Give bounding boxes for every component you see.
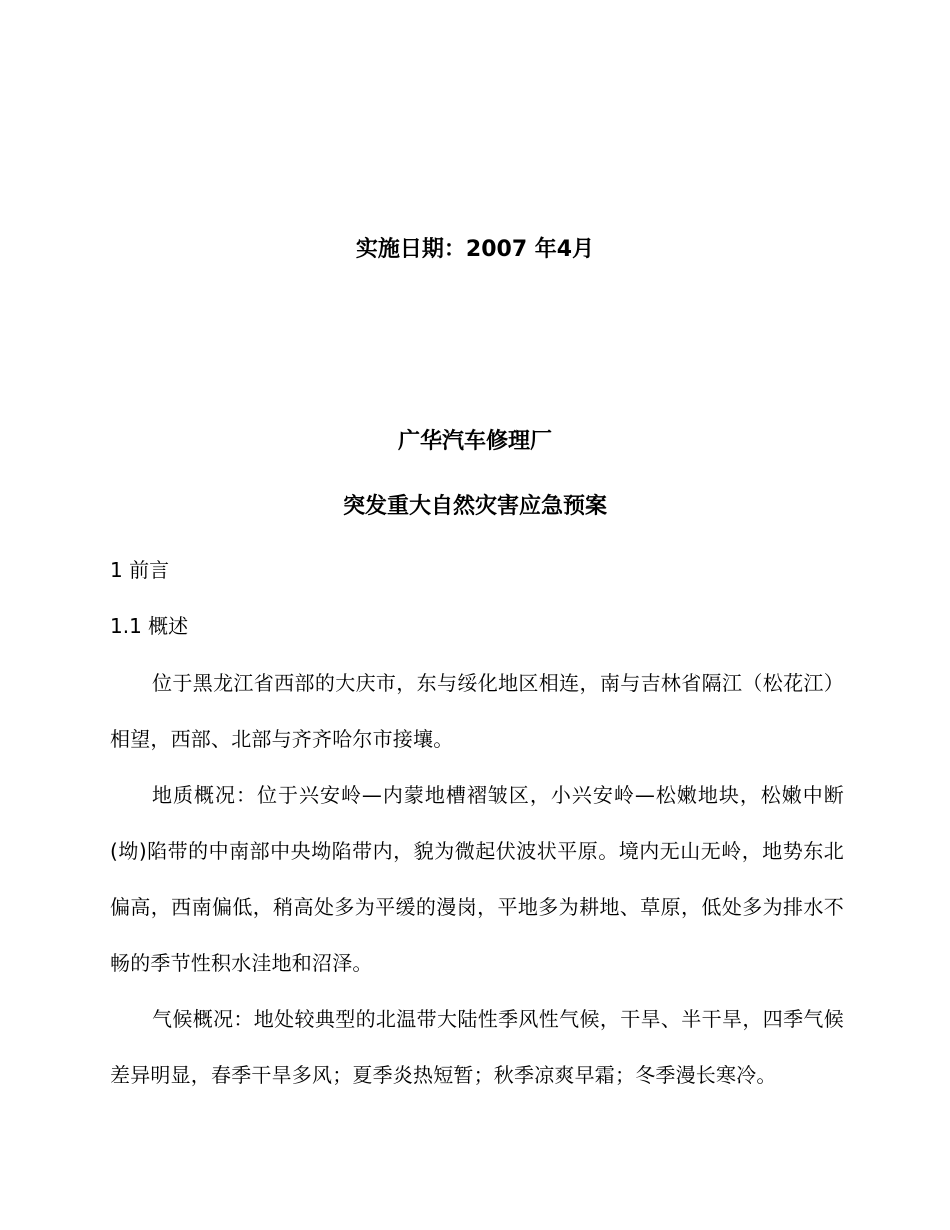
paragraph-location: 位于黑龙江省西部的大庆市，东与绥化地区相连，南与吉林省隔江（松花江）相望，西部、北部与齐齐哈尔市接壤。 [110,671,844,751]
company-title: 广华汽车修理厂 [397,429,552,454]
paragraph-geology: 地质概况：位于兴安岭—内蒙地槽褶皱区，小兴安岭—松嫩地块，松嫩中断(坳)陷带的中南部中央坳陷带内，貌为微起伏波状平原。境内无山无岭，地势东北偏高，西南偏低，稍高处多为平缓的漫岗，平地多为耕地、草原，低处多为排水不畅的季节性积水洼地和沼泽。 [110,783,844,975]
section-heading-overview: 1.1 概述 [110,614,189,638]
paragraph-climate: 气候概况：地处较典型的北温带大陆性季风性气候，干旱、半干旱，四季气候差异明显，春季干旱多风；夏季炎热短暂；秋季凉爽早霜；冬季漫长寒冷。 [110,1007,844,1087]
section-heading-preface: 1 前言 [110,558,170,582]
implementation-date: 实施日期：2007 年4月 [355,237,595,262]
plan-title: 突发重大自然灾害应急预案 [342,494,607,519]
